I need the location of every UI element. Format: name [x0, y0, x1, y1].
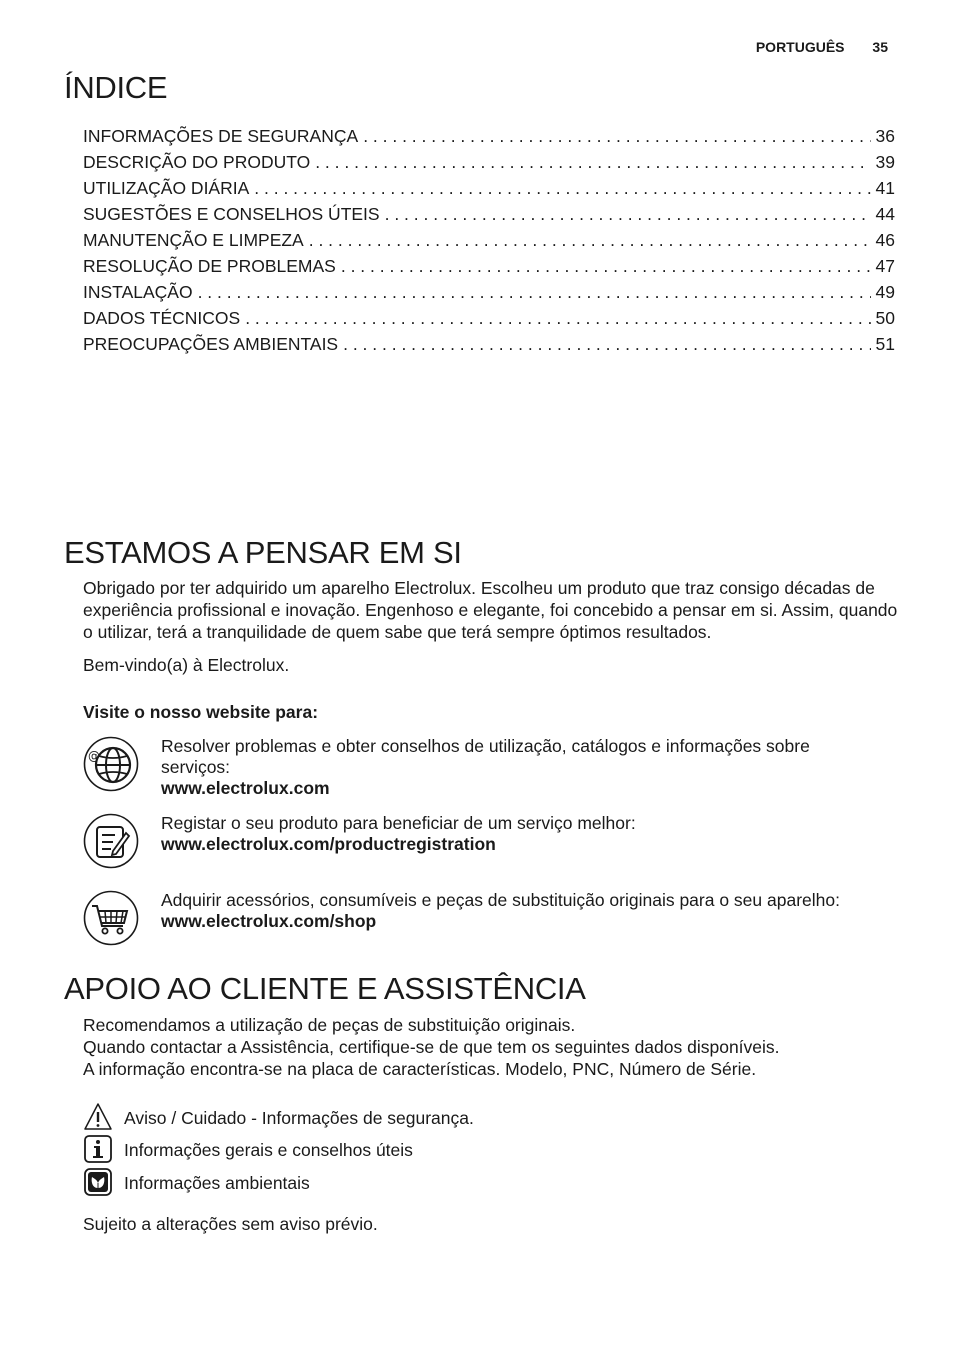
thinking-title: ESTAMOS A PENSAR EM SI — [64, 535, 462, 570]
web-item-description: Resolver problemas e obter conselhos de utilização, catálogos e informações sobre serviços: — [161, 736, 810, 777]
toc-page: 44 — [875, 204, 895, 224]
environment-icon — [83, 1167, 113, 1197]
toc-leader-dots — [363, 126, 870, 147]
header-language: PORTUGUÊS — [755, 39, 845, 55]
toc-title: ÍNDICE — [64, 70, 168, 105]
toc-leader-dots — [385, 204, 871, 225]
warning-icon — [83, 1102, 113, 1132]
toc-label: MANUTENÇÃO E LIMPEZA — [83, 230, 304, 250]
support-line: Quando contactar a Assistência, certifique-se de que tem os seguintes dados disponíveis. — [83, 1037, 780, 1057]
toc-leader-dots — [245, 308, 870, 329]
symbol-description: Informações gerais e conselhos úteis — [124, 1140, 413, 1160]
toc-page: 49 — [875, 282, 895, 302]
shopping-cart-icon — [83, 890, 139, 946]
support-paragraph — [83, 1014, 903, 1080]
toc-label: DESCRIÇÃO DO PRODUTO — [83, 152, 311, 172]
product-registration-link[interactable]: www.electrolux.com/productregistration — [161, 834, 496, 854]
toc-row[interactable] — [83, 308, 895, 334]
toc-row[interactable] — [83, 126, 895, 152]
toc-leader-dots — [343, 334, 870, 355]
symbol-row-warning — [83, 1108, 783, 1138]
visit-website-label: Visite o nosso website para: — [83, 702, 319, 722]
toc-row[interactable] — [83, 204, 895, 230]
symbol-row-info — [83, 1140, 783, 1170]
symbol-description: Informações ambientais — [124, 1173, 310, 1193]
welcome-paragraph: Bem-vindo(a) à Electrolux. — [83, 655, 290, 675]
toc-page: 41 — [875, 178, 895, 198]
web-item-description: Registar o seu produto para beneficiar de um serviço melhor: — [161, 813, 636, 833]
toc-label: INSTALAÇÃO — [83, 282, 193, 302]
globe-icon — [83, 736, 139, 792]
shop-link[interactable]: www.electrolux.com/shop — [161, 911, 377, 931]
footer-note: Sujeito a alterações sem aviso prévio. — [83, 1214, 378, 1234]
toc-label: PREOCUPAÇÕES AMBIENTAIS — [83, 334, 339, 354]
support-title: APOIO AO CLIENTE E ASSISTÊNCIA — [64, 971, 586, 1006]
toc-label: INFORMAÇÕES DE SEGURANÇA — [83, 126, 359, 146]
toc-row[interactable] — [83, 334, 895, 360]
svg-text:@: @ — [88, 749, 100, 763]
toc-leader-dots — [254, 178, 870, 199]
toc-page: 47 — [875, 256, 895, 276]
toc-leader-dots — [309, 230, 871, 251]
toc-page: 36 — [875, 126, 895, 146]
support-line: A informação encontra-se na placa de características. Modelo, PNC, Número de Série. — [83, 1059, 757, 1079]
toc-row[interactable] — [83, 230, 895, 256]
symbol-row-environment — [83, 1173, 783, 1203]
toc-row[interactable] — [83, 178, 895, 204]
toc-row[interactable] — [83, 256, 895, 282]
table-of-contents — [83, 126, 895, 360]
toc-row[interactable] — [83, 152, 895, 178]
toc-page: 46 — [875, 230, 895, 250]
info-icon — [83, 1134, 113, 1164]
toc-label: DADOS TÉCNICOS — [83, 308, 241, 328]
intro-paragraph: Obrigado por ter adquirido um aparelho Electrolux. Escolheu um produto que traz consigo décadas de experiência profissional e inovação. Engenhoso e elegante, foi concebido a pensar em si. Assim, quando o utilizar, terá a tranquilidade de quem sabe que terá sempre óptimos resultados. — [83, 578, 898, 642]
toc-label: SUGESTÕES E CONSELHOS ÚTEIS — [83, 204, 380, 224]
toc-leader-dots — [198, 282, 871, 303]
support-line: Recomendamos a utilização de peças de substituição originais. — [83, 1015, 576, 1035]
toc-page: 39 — [875, 152, 895, 172]
registration-icon — [83, 813, 139, 869]
toc-leader-dots — [315, 152, 870, 173]
electrolux-link[interactable]: www.electrolux.com — [161, 778, 330, 798]
toc-page: 51 — [875, 334, 895, 354]
web-item-description: Adquirir acessórios, consumíveis e peças de substituição originais para o seu aparelho: — [161, 890, 840, 910]
toc-label: UTILIZAÇÃO DIÁRIA — [83, 178, 250, 198]
toc-leader-dots — [341, 256, 871, 277]
toc-label: RESOLUÇÃO DE PROBLEMAS — [83, 256, 336, 276]
toc-row[interactable] — [83, 282, 895, 308]
page-header — [756, 39, 888, 55]
toc-page: 50 — [875, 308, 895, 328]
header-page-number: 35 — [872, 39, 888, 55]
symbol-description: Aviso / Cuidado - Informações de segurança. — [124, 1108, 474, 1128]
